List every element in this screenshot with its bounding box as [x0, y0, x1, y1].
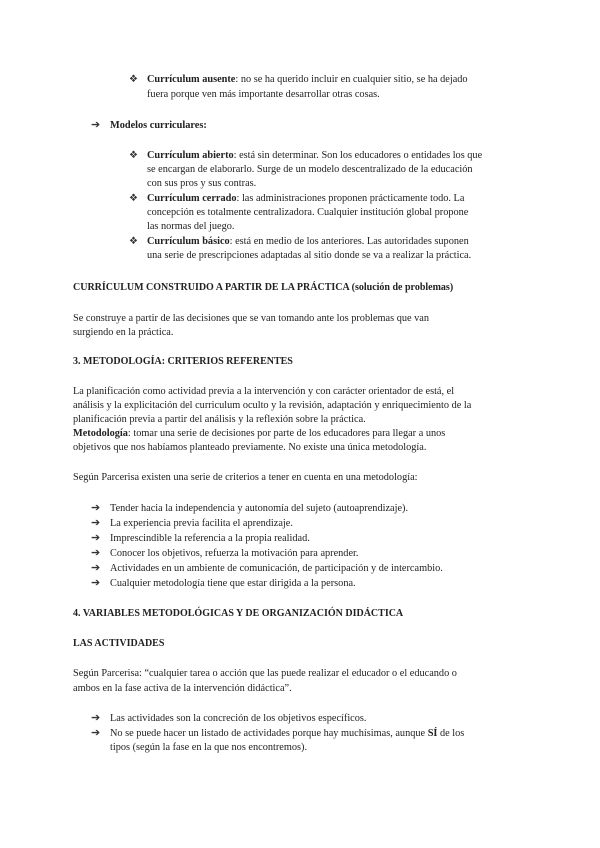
diamond-bullet-icon: ❖: [129, 236, 138, 247]
definition-metodologia: Metodología: tomar una serie de decisiones por parte de los educadores para llegar a unos: [73, 428, 446, 439]
paragraph-planificacion-line1: La planificación como actividad previa a la intervención y con carácter orientador de está, el: [73, 386, 455, 397]
arrow-bullet-icon: ➔: [91, 119, 101, 131]
diamond-bullet-icon: ❖: [129, 150, 138, 161]
arrow-bullet-icon: ➔: [91, 712, 101, 724]
quote-parcerisa-line1: Según Parcerisa: “cualquier tarea o acción que las puede realizar el educador o el educando o: [73, 668, 457, 679]
item-cerrado-line3: las normas del juego.: [147, 221, 235, 232]
arrow-bullet-icon: ➔: [91, 532, 101, 544]
item-cerrado-line2: concepción es totalmente centralizadora. Cualquier institución global propone: [147, 207, 469, 218]
arrow-bullet-icon: ➔: [91, 727, 101, 739]
modelos-heading: Modelos curriculares:: [110, 120, 207, 131]
paragraph-curriculum-practica-line1: Se construye a partir de las decisiones que se van tomando ante los problemas que van: [73, 313, 429, 324]
subheading-actividades: LAS ACTIVIDADES: [73, 638, 165, 649]
item-basico: Currículum básico: está en medio de los anteriores. Las autoridades suponen: [147, 236, 469, 247]
section-heading-metodologia: 3. METODOLOGÍA: CRITERIOS REFERENTES: [73, 356, 293, 367]
diamond-bullet-icon: ❖: [129, 193, 138, 204]
criteria-intro: Según Parcerisa existen una serie de criterios a tener en cuenta en una metodología:: [73, 472, 418, 483]
definition-metodologia-line2: objetivos que nos habíamos planteado previamente. No existe una única metodología.: [73, 442, 427, 453]
term-ausente: Currículum ausente: [147, 74, 236, 85]
actividades-item: Las actividades son la concreción de los objetivos específicos.: [110, 713, 367, 724]
item-abierto: Currículum abierto: está sin determinar. Son los educadores o entidades los que: [147, 150, 483, 161]
quote-parcerisa-line2: ambos en la fase activa de la intervención didáctica”.: [73, 683, 292, 694]
section-heading-variables: 4. VARIABLES METODOLÓGICAS Y DE ORGANIZACIÓN DIDÁCTICA: [73, 608, 404, 619]
arrow-bullet-icon: ➔: [91, 562, 101, 574]
criteria-item: Tender hacia la independencia y autonomía del sujeto (autoaprendizaje).: [110, 503, 409, 514]
item-cerrado: Currículum cerrado: las administraciones proponen prácticamente todo. La: [147, 193, 465, 204]
actividades-item-line2: tipos (según la fase en la que nos encontremos).: [110, 742, 308, 753]
criteria-item: Cualquier metodología tiene que estar dirigida a la persona.: [110, 578, 356, 589]
item-abierto-line3: con sus pros y sus contras.: [147, 178, 257, 189]
item-basico-line2: una serie de prescripciones adaptadas al sitio donde se va a realizar la práctica.: [147, 250, 472, 261]
arrow-bullet-icon: ➔: [91, 547, 101, 559]
diamond-bullet-icon: ❖: [129, 74, 138, 85]
actividades-item: No se puede hacer un listado de actividades porque hay muchísimas, aunque SÍ de los: [110, 728, 465, 739]
criteria-item: Conocer los objetivos, refuerza la motivación para aprender.: [110, 548, 359, 559]
criteria-item: Imprescindible la referencia a la propia realidad.: [110, 533, 310, 544]
paragraph-planificacion-line3: planificación previa a partir del análisis y la reflexión sobre la práctica.: [73, 414, 366, 425]
arrow-bullet-icon: ➔: [91, 502, 101, 514]
paragraph-planificacion-line2: análisis y la explicitación del curriculum oculto y la revisión, adaptación y enriquecimiento de la: [73, 400, 472, 411]
arrow-bullet-icon: ➔: [91, 577, 101, 589]
item-abierto-line2: se encargan de elaborarlo. Surge de un modelo descentralizado de la educación: [147, 164, 473, 175]
section-heading-curriculum-practica: CURRÍCULUM CONSTRUIDO A PARTIR DE LA PRÁCTICA (solución de problemas): [73, 282, 454, 293]
paragraph-curriculum-practica-line2: surgiendo en la práctica.: [73, 327, 174, 338]
criteria-item: Actividades en un ambiente de comunicación, de participación y de intercambio.: [110, 563, 443, 574]
item-ausente-line2: fuera porque ven más importante desarrollar otras cosas.: [147, 89, 380, 100]
arrow-bullet-icon: ➔: [91, 517, 101, 529]
criteria-item: La experiencia previa facilita el aprendizaje.: [110, 518, 293, 529]
item-ausente: Currículum ausente: no se ha querido incluir en cualquier sitio, se ha dejado: [147, 74, 468, 85]
